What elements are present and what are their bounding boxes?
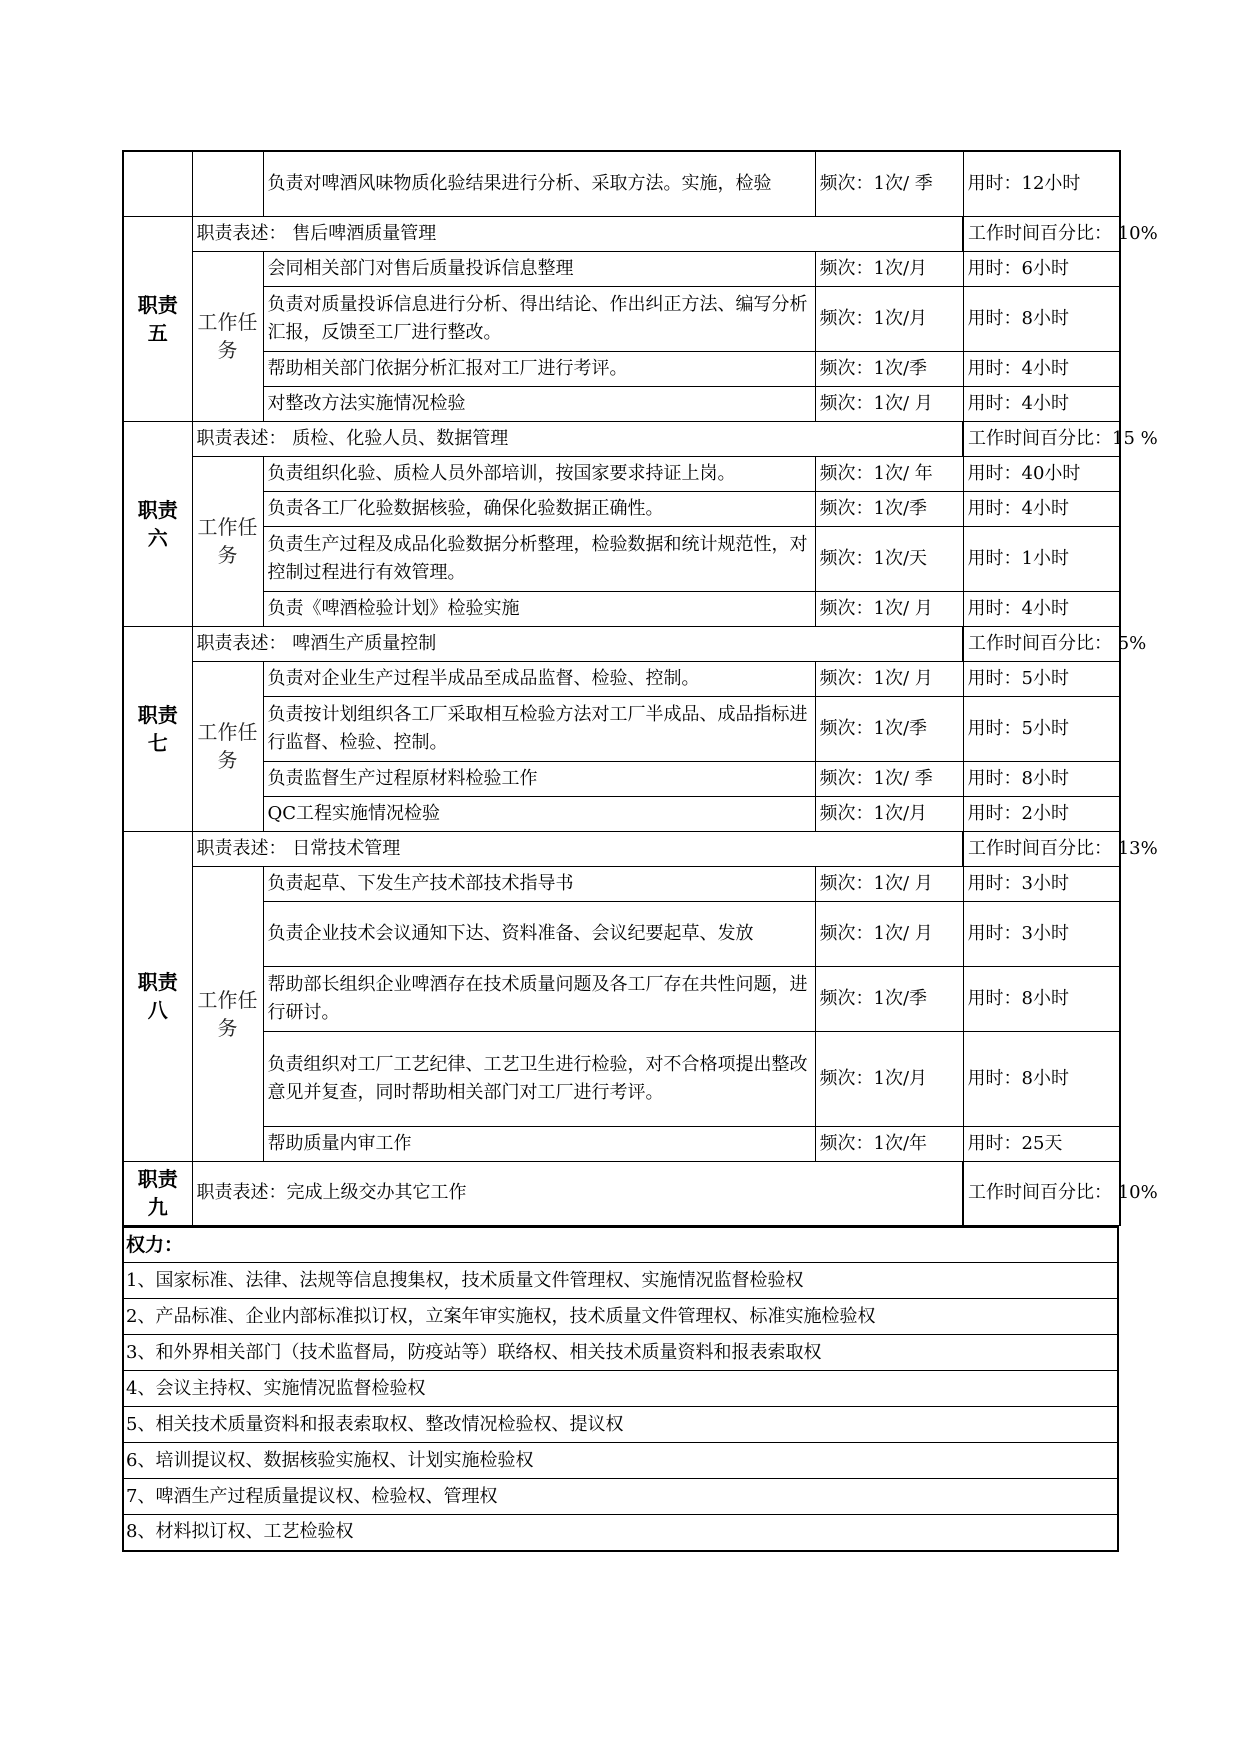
power-item: 5、相关技术质量资料和报表索取权、整改情况检验权、提议权: [123, 1407, 1118, 1443]
duty-7-task-label: 工作任务: [192, 661, 263, 831]
task-desc: 帮助部长组织企业啤酒存在技术质量问题及各工厂存在共性问题，进行研讨。: [263, 966, 815, 1031]
power-item: 2、产品标准、企业内部标准拟订权，立案年审实施权，技术质量文件管理权、标准实施检验权: [123, 1299, 1118, 1335]
duty-8-number: 职责八: [123, 831, 192, 1161]
task-freq: 频次：1次/ 月: [815, 591, 963, 626]
task-time: 用时：8小时: [963, 286, 1120, 351]
task-freq: 频次：1次/ 季: [815, 761, 963, 796]
task-desc: QC工程实施情况检验: [263, 796, 815, 831]
duty-6-percent: 工作时间百分比：15 %: [963, 421, 1120, 456]
task-freq: 频次：1次/ 季: [815, 151, 963, 216]
duty-7-task-row: [123, 761, 1120, 796]
task-freq: 频次：1次/ 月: [815, 866, 963, 901]
task-desc: 帮助相关部门依据分析汇报对工厂进行考评。: [263, 351, 815, 386]
task-desc: 负责对啤酒风味物质化验结果进行分析、采取方法。实施，检验: [263, 151, 815, 216]
duty-6-task-row: [123, 591, 1120, 626]
task-desc: 负责组织化验、质检人员外部培训，按国家要求持证上岗。: [263, 456, 815, 491]
task-freq: 频次：1次/季: [815, 351, 963, 386]
power-item-row: [123, 1515, 1118, 1551]
power-title-row: [123, 1227, 1118, 1263]
task-freq: 频次：1次/天: [815, 526, 963, 591]
task-freq: 频次：1次/季: [815, 696, 963, 761]
empty-label-cell: [192, 151, 263, 216]
task-time: 用时：8小时: [963, 966, 1120, 1031]
task-freq: 频次：1次/ 年: [815, 456, 963, 491]
duty-8-task-row: [123, 1031, 1120, 1126]
duty-5-statement-row: [123, 216, 1120, 251]
duty-5-percent: 工作时间百分比： 10%: [963, 216, 1120, 251]
duty-5-task-row: [123, 286, 1120, 351]
duty-7-number: 职责七: [123, 626, 192, 831]
power-item-row: [123, 1479, 1118, 1515]
duty-6-task-row: [123, 491, 1120, 526]
duty-8-statement: 职责表述： 日常技术管理: [192, 831, 963, 866]
power-item: 7、啤酒生产过程质量提议权、检验权、管理权: [123, 1479, 1118, 1515]
duty-6-number: 职责六: [123, 421, 192, 626]
continued-task-row: [123, 151, 1120, 216]
task-desc: 负责各工厂化验数据核验，确保化验数据正确性。: [263, 491, 815, 526]
task-time: 用时：4小时: [963, 386, 1120, 421]
duty-6-task-row: [123, 526, 1120, 591]
task-time: 用时：8小时: [963, 761, 1120, 796]
duty-5-task-row: [123, 386, 1120, 421]
duty-table: [122, 150, 1158, 1226]
task-freq: 频次：1次/ 月: [815, 386, 963, 421]
power-item-row: [123, 1371, 1118, 1407]
task-freq: 频次：1次/月: [815, 1031, 963, 1126]
task-time: 用时：4小时: [963, 591, 1120, 626]
power-item: 8、材料拟订权、工艺检验权: [123, 1515, 1118, 1551]
task-desc: 负责生产过程及成品化验数据分析整理，检验数据和统计规范性，对控制过程进行有效管理。: [263, 526, 815, 591]
task-time: 用时：40小时: [963, 456, 1120, 491]
duty-7-task-row: [123, 796, 1120, 831]
duty-8-task-row: [123, 901, 1120, 966]
duty-5-task-row: [123, 251, 1120, 286]
power-item-row: [123, 1407, 1118, 1443]
duty-7-task-row: [123, 696, 1120, 761]
duty-6-task-label: 工作任务: [192, 456, 263, 626]
duty-7-statement: 职责表述： 啤酒生产质量控制: [192, 626, 963, 661]
task-desc: 负责按计划组织各工厂采取相互检验方法对工厂半成品、成品指标进行监督、检验、控制。: [263, 696, 815, 761]
duty-8-task-row: [123, 1126, 1120, 1161]
duty-9-percent: 工作时间百分比： 10%: [963, 1161, 1120, 1225]
task-time: 用时：25天: [963, 1126, 1120, 1161]
task-time: 用时：3小时: [963, 866, 1120, 901]
task-freq: 频次：1次/ 月: [815, 661, 963, 696]
task-time: 用时：8小时: [963, 1031, 1120, 1126]
power-item-row: [123, 1335, 1118, 1371]
task-time: 用时：4小时: [963, 351, 1120, 386]
task-time: 用时：2小时: [963, 796, 1120, 831]
duty-6-task-row: [123, 456, 1120, 491]
task-desc: 负责监督生产过程原材料检验工作: [263, 761, 815, 796]
task-time: 用时：5小时: [963, 661, 1120, 696]
task-desc: 负责企业技术会议通知下达、资料准备、会议纪要起草、发放: [263, 901, 815, 966]
task-freq: 频次：1次/ 月: [815, 901, 963, 966]
task-desc: 负责对企业生产过程半成品至成品监督、检验、控制。: [263, 661, 815, 696]
task-desc: 对整改方法实施情况检验: [263, 386, 815, 421]
task-freq: 频次：1次/月: [815, 796, 963, 831]
task-desc: 负责组织对工厂工艺纪律、工艺卫生进行检验，对不合格项提出整改意见并复查，同时帮助相关部门对工厂进行考评。: [263, 1031, 815, 1126]
duty-9-statement: 职责表述：完成上级交办其它工作: [192, 1161, 963, 1225]
duty-8-statement-row: [123, 831, 1120, 866]
duty-sheet: [122, 150, 1158, 1552]
task-desc: 帮助质量内审工作: [263, 1126, 815, 1161]
task-time: 用时：5小时: [963, 696, 1120, 761]
task-desc: 负责起草、下发生产技术部技术指导书: [263, 866, 815, 901]
duty-8-percent: 工作时间百分比： 13%: [963, 831, 1120, 866]
power-item-row: [123, 1263, 1118, 1299]
power-item: 6、培训提议权、数据核验实施权、计划实施检验权: [123, 1443, 1118, 1479]
duty-6-statement-row: [123, 421, 1120, 456]
task-desc: 负责对质量投诉信息进行分析、得出结论、作出纠正方法、编写分析汇报，反馈至工厂进行整改。: [263, 286, 815, 351]
duty-9-number: 职责九: [123, 1161, 192, 1225]
duty-8-task-row: [123, 866, 1120, 901]
task-freq: 频次：1次/年: [815, 1126, 963, 1161]
duty-8-task-label: 工作任务: [192, 866, 263, 1161]
duty-5-number: 职责五: [123, 216, 192, 421]
power-title: 权力：: [123, 1227, 1118, 1263]
task-desc: 负责《啤酒检验计划》检验实施: [263, 591, 815, 626]
duty-6-statement: 职责表述： 质检、化验人员、数据管理: [192, 421, 963, 456]
task-freq: 频次：1次/月: [815, 251, 963, 286]
duty-5-statement: 职责表述： 售后啤酒质量管理: [192, 216, 963, 251]
power-item: 3、和外界相关部门（技术监督局，防疫站等）联络权、相关技术质量资料和报表索取权: [123, 1335, 1118, 1371]
duty-7-task-row: [123, 661, 1120, 696]
power-item-row: [123, 1299, 1118, 1335]
power-item-row: [123, 1443, 1118, 1479]
task-freq: 频次：1次/季: [815, 491, 963, 526]
duty-5-task-row: [123, 351, 1120, 386]
duty-8-task-row: [123, 966, 1120, 1031]
task-freq: 频次：1次/月: [815, 286, 963, 351]
task-time: 用时：12小时: [963, 151, 1120, 216]
task-time: 用时：1小时: [963, 526, 1120, 591]
task-freq: 频次：1次/季: [815, 966, 963, 1031]
power-item: 1、国家标准、法律、法规等信息搜集权，技术质量文件管理权、实施情况监督检验权: [123, 1263, 1118, 1299]
power-item: 4、会议主持权、实施情况监督检验权: [123, 1371, 1118, 1407]
task-time: 用时：6小时: [963, 251, 1120, 286]
duty-7-percent: 工作时间百分比： 5%: [963, 626, 1120, 661]
empty-num-cell: [123, 151, 192, 216]
task-time: 用时：3小时: [963, 901, 1120, 966]
duty-5-task-label: 工作任务: [192, 251, 263, 421]
task-time: 用时：4小时: [963, 491, 1120, 526]
duty-7-statement-row: [123, 626, 1120, 661]
duty-9-row: [123, 1161, 1120, 1225]
power-table: [122, 1226, 1119, 1552]
task-desc: 会同相关部门对售后质量投诉信息整理: [263, 251, 815, 286]
